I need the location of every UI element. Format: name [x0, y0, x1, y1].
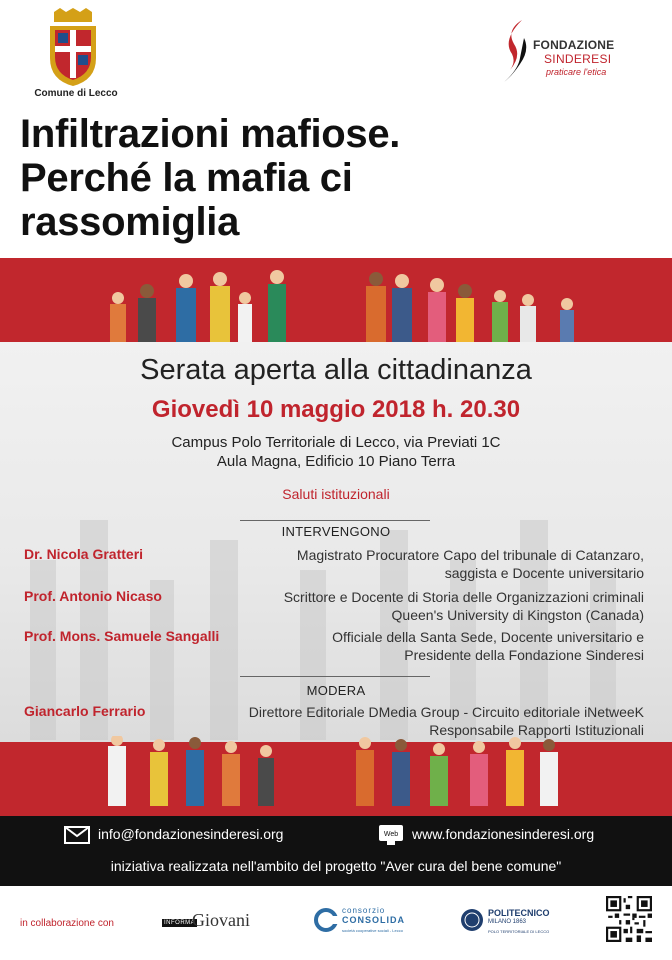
event-date: Giovedì 10 maggio 2018 h. 20.30	[151, 396, 521, 423]
moderator-desc-line: Responsabile Rapporti Istituzionali	[429, 722, 644, 738]
greetings-label: Saluti istituzionali	[282, 486, 390, 502]
qr-code-icon[interactable]	[606, 896, 652, 942]
foundation-tagline: praticare l'etica	[546, 67, 607, 77]
venue-line-2: Aula Magna, Edificio 10 Piano Terra	[216, 453, 456, 470]
speaker-desc-line: Magistrato Procuratore Capo del tribunale di Catanzaro,	[296, 547, 644, 563]
politecnico-name: POLITECNICO	[488, 908, 550, 918]
politecnico-logo	[460, 906, 556, 940]
web-icon	[378, 824, 404, 846]
speaker-name: Dr. Nicola Gratteri	[24, 546, 144, 562]
event-subtitle: Serata aperta alla cittadinanza	[140, 354, 532, 386]
consolida-logo	[314, 906, 406, 938]
speaker-description	[284, 588, 644, 624]
web-icon-label: Web	[383, 831, 399, 838]
moderator-desc-line: Direttore Editoriale DMedia Group - Circuito editoriale iNetweeK	[248, 704, 644, 720]
speaker-name: Prof. Antonio Nicaso	[24, 588, 162, 604]
divider-speakers	[240, 520, 430, 521]
comune-label: Comune di Lecco	[34, 88, 118, 99]
speakers-heading: INTERVENGONO	[281, 524, 391, 539]
consolida-name2: CONSOLIDA	[342, 915, 405, 925]
venue-line-1: Campus Polo Territoriale di Lecco, via Previati 1C	[171, 434, 501, 451]
poster-title	[20, 112, 660, 244]
speaker-desc-line: Queen's University di Kingston (Canada)	[391, 607, 644, 623]
comune-di-lecco-crest-icon	[46, 8, 100, 88]
moderator-name: Giancarlo Ferrario	[24, 703, 146, 719]
foundation-name-line2: SINDERESI	[544, 52, 612, 66]
consolida-sub: società cooperative sociali - Lecco	[342, 928, 403, 933]
politecnico-seal-icon	[460, 908, 484, 932]
foundation-name-line1: FONDAZIONE	[533, 38, 615, 52]
speaker-desc-line: Scrittore e Docente di Storia delle Organizzazioni criminali	[283, 589, 644, 605]
politecnico-sub: MILANO 1863	[488, 919, 527, 925]
speaker-description	[332, 628, 644, 664]
crowd-illustration-top	[0, 258, 672, 342]
consolida-name: consorzio	[342, 906, 386, 915]
speaker-desc-line: Presidente della Fondazione Sinderesi	[404, 647, 644, 663]
crowd-illustration-bottom	[0, 736, 672, 816]
title-line-2: Perché la mafia ci	[20, 156, 353, 200]
divider-moderator	[240, 676, 430, 677]
sinderesi-logo-icon	[500, 18, 530, 84]
speaker-desc-line: saggista e Docente universitario	[444, 565, 644, 581]
title-line-1: Infiltrazioni mafiose.	[20, 112, 401, 156]
speaker-description	[297, 546, 644, 582]
collab-label: in collaborazione con	[20, 918, 114, 929]
informagiovani-big: Giovani	[192, 910, 250, 930]
moderator-description	[249, 703, 644, 739]
mail-icon	[64, 826, 90, 844]
moderator-heading: MODERA	[306, 683, 366, 698]
consolida-mark-icon	[314, 908, 338, 932]
title-line-3: rassomiglia	[20, 200, 240, 244]
website-link[interactable]: www.fondazionesinderesi.org	[412, 826, 595, 842]
email-link[interactable]: info@fondazionesinderesi.org	[98, 826, 284, 842]
speaker-desc-line: Officiale della Santa Sede, Docente universitario e	[332, 629, 644, 645]
politecnico-polo: POLO TERRITORIALE DI LECCO	[488, 929, 550, 934]
speaker-name: Prof. Mons. Samuele Sangalli	[24, 628, 220, 644]
informagiovani-small: INFORMA	[164, 920, 196, 926]
initiative-text: iniziativa realizzata nell'ambito del progetto "Aver cura del bene comune"	[110, 858, 562, 874]
informagiovani-logo	[162, 908, 258, 938]
